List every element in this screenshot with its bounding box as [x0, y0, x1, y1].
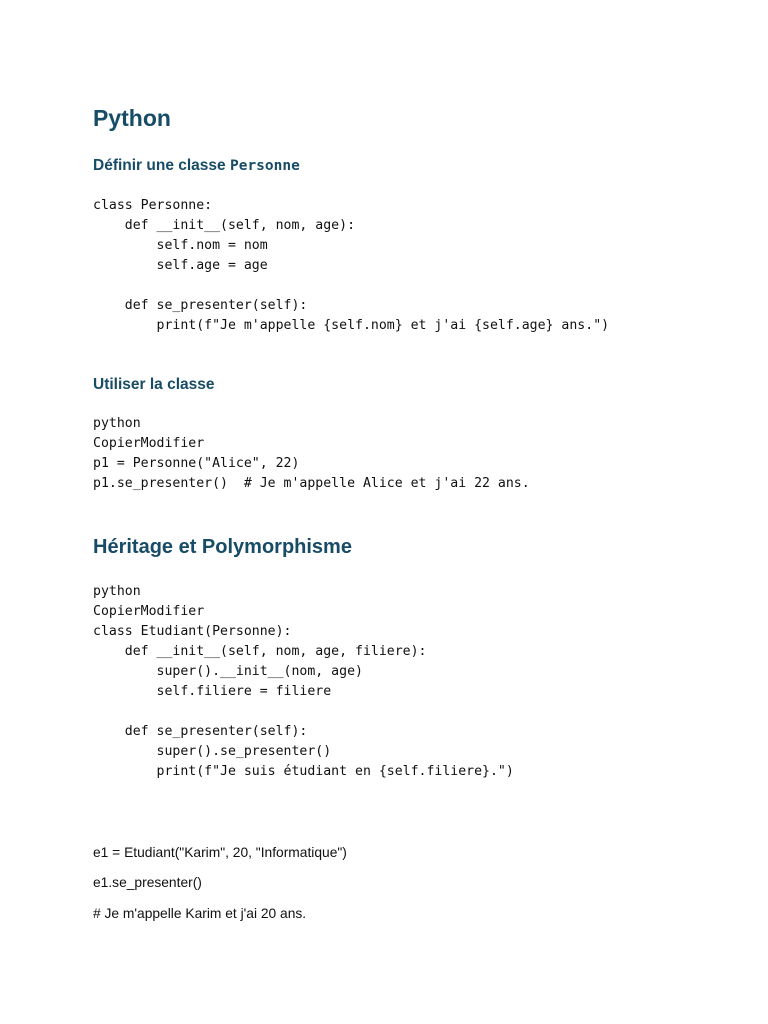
code-line: class Personne: — [93, 198, 213, 213]
code-line: p1.se_presenter() # Je m'appelle Alice et j'ai 22 ans. — [93, 476, 530, 491]
code-line: self.filiere = filiere — [93, 684, 332, 699]
document-title: Python — [93, 105, 171, 131]
code-line: class Etudiant(Personne): — [93, 624, 292, 639]
section-heading-text: Définir une classe — [93, 157, 230, 174]
paragraph-line: # Je m'appelle Karim et j'ai 20 ans. — [93, 906, 307, 921]
section-heading-use-class: Utiliser la classe — [93, 376, 215, 393]
code-block-use-class — [93, 414, 530, 494]
code-line: python — [93, 584, 141, 599]
code-line — [93, 702, 514, 722]
code-line — [93, 276, 609, 296]
code-block-class-definition — [93, 196, 609, 336]
code-line: print(f"Je m'appelle {self.nom} et j'ai {self.age} ans.") — [93, 318, 610, 333]
code-line: p1 = Personne("Alice", 22) — [93, 456, 300, 471]
code-line: def __init__(self, nom, age): — [93, 218, 356, 233]
code-line: super().__init__(nom, age) — [93, 664, 363, 679]
code-line: self.nom = nom — [93, 238, 268, 253]
paragraph-line: e1.se_presenter() — [93, 875, 202, 890]
code-line: def __init__(self, nom, age, filiere): — [93, 644, 427, 659]
code-line: print(f"Je suis étudiant en {self.filiere}.") — [93, 764, 514, 779]
code-line: CopierModifier — [93, 604, 205, 619]
code-line: python — [93, 416, 141, 431]
code-line: def se_presenter(self): — [93, 724, 308, 739]
paragraph-line: e1 = Etudiant("Karim", 20, "Informatique") — [93, 845, 347, 860]
section-heading-code-word: Personne — [229, 158, 300, 174]
code-line: super().se_presenter() — [93, 744, 332, 759]
section-heading-define-class — [93, 157, 300, 175]
section-heading-inheritance: Héritage et Polymorphisme — [93, 536, 352, 558]
code-line: self.age = age — [93, 258, 268, 273]
code-block-inheritance — [93, 582, 514, 782]
code-line: def se_presenter(self): — [93, 298, 308, 313]
code-line: CopierModifier — [93, 436, 205, 451]
